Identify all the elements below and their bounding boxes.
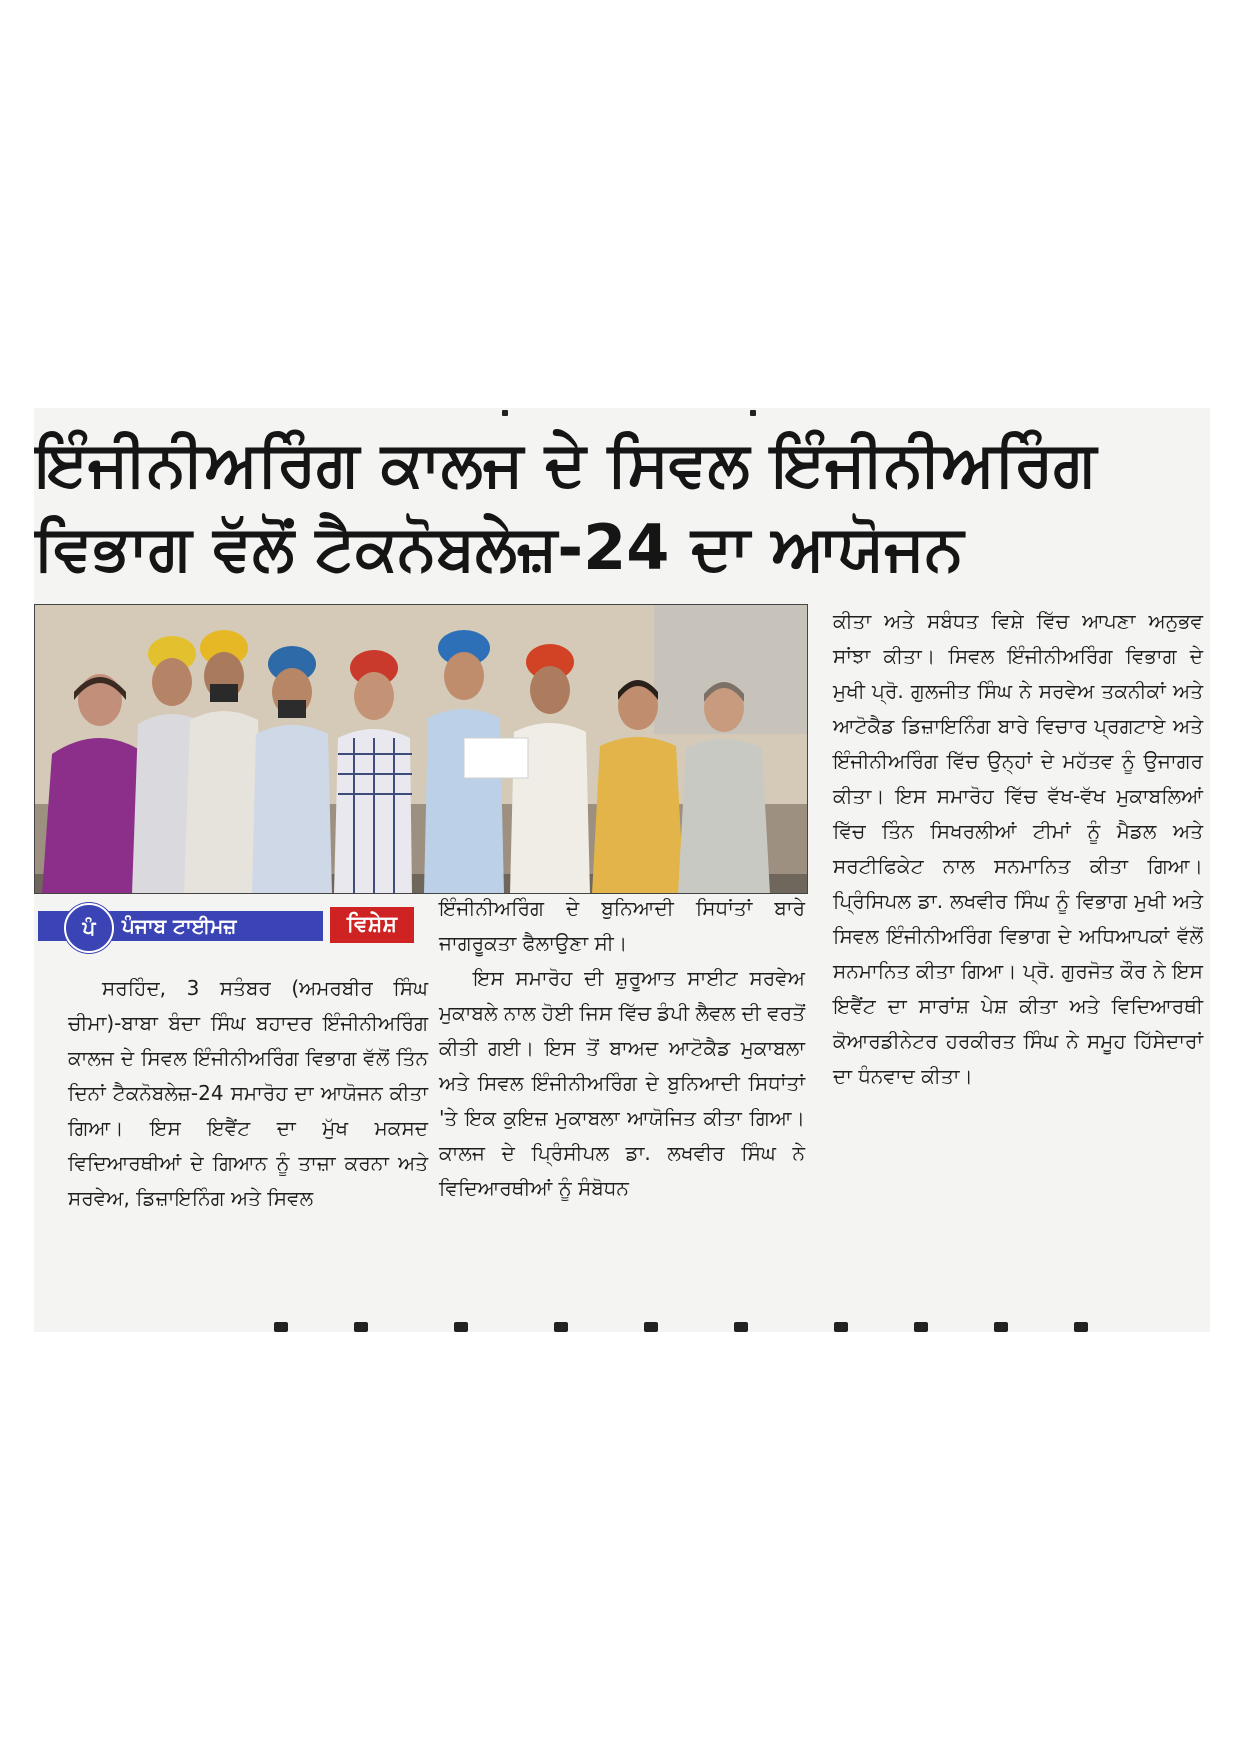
headline-line-2: ਵਿਭਾਗ ਵੱਲੋਂ ਟੈਕਨੋਬਲੇਜ਼-24 ਦਾ ਆਯੋਜਨ: [34, 511, 964, 584]
section-tag: ਵਿਸ਼ੇਸ਼: [330, 907, 414, 943]
masthead-name: ਪੰਜਾਬ ਟਾਈਮਜ਼: [38, 911, 323, 941]
column-1: [68, 971, 428, 1216]
newspaper-logo: [64, 903, 114, 953]
column-3: [833, 604, 1203, 1094]
headline: [34, 422, 1210, 590]
column-1-paragraph: ਸਰਹਿੰਦ, 3 ਸਤੰਬਰ (ਅਮਰਬੀਰ ਸਿੰਘ ਚੀਮਾ)-ਬਾਬਾ ਬੰਦਾ ਸਿੰਘ ਬਹਾਦਰ ਇੰਜੀਨੀਅਰਿੰਗ ਕਾਲਜ ਦੇ ਸਿਵਲ ਇੰਜੀਨੀਅਰਿੰਗ ਵਿਭਾਗ ਵੱਲੋਂ ਤਿੰਨ ਦਿਨਾਂ ਟੈਕਨੋਬਲੇਜ਼-24 ਸਮਾਰੋਹ ਦਾ ਆਯੋਜਨ ਕੀਤਾ ਗਿਆ। ਇਸ ਇਵੈਂਟ ਦਾ ਮੁੱਖ ਮਕਸਦ ਵਿਦਿਆਰਥੀਆਂ ਦੇ ਗਿਆਨ ਨੂੰ ਤਾਜ਼ਾ ਕਰਨਾ ਅਤੇ ਸਰਵੇਅ, ਡਿਜ਼ਾਇਨਿੰਗ ਅਤੇ ਸਿਵਲ: [68, 976, 428, 1210]
certificate: [464, 738, 528, 778]
cropped-bottom-strip: [34, 1322, 1210, 1332]
group-photo: [34, 604, 808, 894]
logo-letter: ਪੰ: [82, 916, 96, 940]
headline-line-1: ਇੰਜੀਨੀਅਰਿੰਗ ਕਾਲਜ ਦੇ ਸਿਵਲ ਇੰਜੀਨੀਅਰਿੰਗ: [34, 427, 1097, 500]
column-2: [439, 891, 805, 1206]
column-2-paragraph: ਇਸ ਸਮਾਰੋਹ ਦੀ ਸ਼ੁਰੂਆਤ ਸਾਈਟ ਸਰਵੇਅ ਮੁਕਾਬਲੇ ਨਾਲ ਹੋਈ ਜਿਸ ਵਿੱਚ ਡੰਪੀ ਲੈਵਲ ਦੀ ਵਰਤੋਂ ਕੀਤੀ ਗਈ। ਇਸ ਤੋਂ ਬਾਅਦ ਆਟੋਕੈਡ ਮੁਕਾਬਲਾ ਅਤੇ ਸਿਵਲ ਇੰਜੀਨੀਅਰਿੰਗ ਦੇ ਬੁਨਿਆਦੀ ਸਿਧਾਂਤਾਂ 'ਤੇ ਇਕ ਕੁਇਜ਼ ਮੁਕਾਬਲਾ ਆਯੋਜਿਤ ਕੀਤਾ ਗਿਆ। ਕਾਲਜ ਦੇ ਪ੍ਰਿੰਸੀਪਲ ਡਾ. ਲਖਵੀਰ ਸਿੰਘ ਨੇ ਵਿਦਿਆਰਥੀਆਂ ਨੂੰ ਸੰਬੋਧਨ: [439, 966, 805, 1200]
newspaper-masthead: [38, 903, 434, 947]
column-2-continuation: ਇੰਜੀਨੀਅਰਿੰਗ ਦੇ ਬੁਨਿਆਦੀ ਸਿਧਾਂਤਾਂ ਬਾਰੇ ਜਾਗਰੂਕਤਾ ਫੈਲਾਉਣਾ ਸੀ।: [439, 896, 805, 955]
newspaper-clipping: [34, 408, 1210, 1332]
cropped-top-strip: [34, 408, 1210, 418]
column-3-paragraph: ਕੀਤਾ ਅਤੇ ਸਬੰਧਤ ਵਿਸ਼ੇ ਵਿੱਚ ਆਪਣਾ ਅਨੁਭਵ ਸਾਂਝਾ ਕੀਤਾ। ਸਿਵਲ ਇੰਜੀਨੀਅਰਿੰਗ ਵਿਭਾਗ ਦੇ ਮੁਖੀ ਪ੍ਰੋ. ਗੁਲਜੀਤ ਸਿੰਘ ਨੇ ਸਰਵੇਅ ਤਕਨੀਕਾਂ ਅਤੇ ਆਟੋਕੈਡ ਡਿਜ਼ਾਇਨਿੰਗ ਬਾਰੇ ਵਿਚਾਰ ਪ੍ਰਗਟਾਏ ਅਤੇ ਇੰਜੀਨੀਅਰਿੰਗ ਵਿੱਚ ਉਨ੍ਹਾਂ ਦੇ ਮਹੱਤਵ ਨੂੰ ਉਜਾਗਰ ਕੀਤਾ। ਇਸ ਸਮਾਰੋਹ ਵਿੱਚ ਵੱਖ-ਵੱਖ ਮੁਕਾਬਲਿਆਂ ਵਿੱਚ ਤਿੰਨ ਸਿਖਰਲੀਆਂ ਟੀਮਾਂ ਨੂੰ ਮੈਡਲ ਅਤੇ ਸਰਟੀਫਿਕੇਟ ਨਾਲ ਸਨਮਾਨਿਤ ਕੀਤਾ ਗਿਆ। ਪ੍ਰਿੰਸਿਪਲ ਡਾ. ਲਖਵੀਰ ਸਿੰਘ ਨੂੰ ਵਿਭਾਗ ਮੁਖੀ ਅਤੇ ਸਿਵਲ ਇੰਜੀਨੀਅਰਿੰਗ ਵਿਭਾਗ ਦੇ ਅਧਿਆਪਕਾਂ ਵੱਲੋਂ ਸਨਮਾਨਿਤ ਕੀਤਾ ਗਿਆ। ਪ੍ਰੋ. ਗੁਰਜੋਤ ਕੌਰ ਨੇ ਇਸ ਇਵੈਂਟ ਦਾ ਸਾਰਾਂਸ਼ ਪੇਸ਼ ਕੀਤਾ ਅਤੇ ਵਿਦਿਆਰਥੀ ਕੋਆਰਡੀਨੇਟਰ ਹਰਕੀਰਤ ਸਿੰਘ ਨੇ ਸਮੂਹ ਹਿੱਸੇਦਾਰਾਂ ਦਾ ਧੰਨਵਾਦ ਕੀਤਾ।: [833, 609, 1203, 1088]
